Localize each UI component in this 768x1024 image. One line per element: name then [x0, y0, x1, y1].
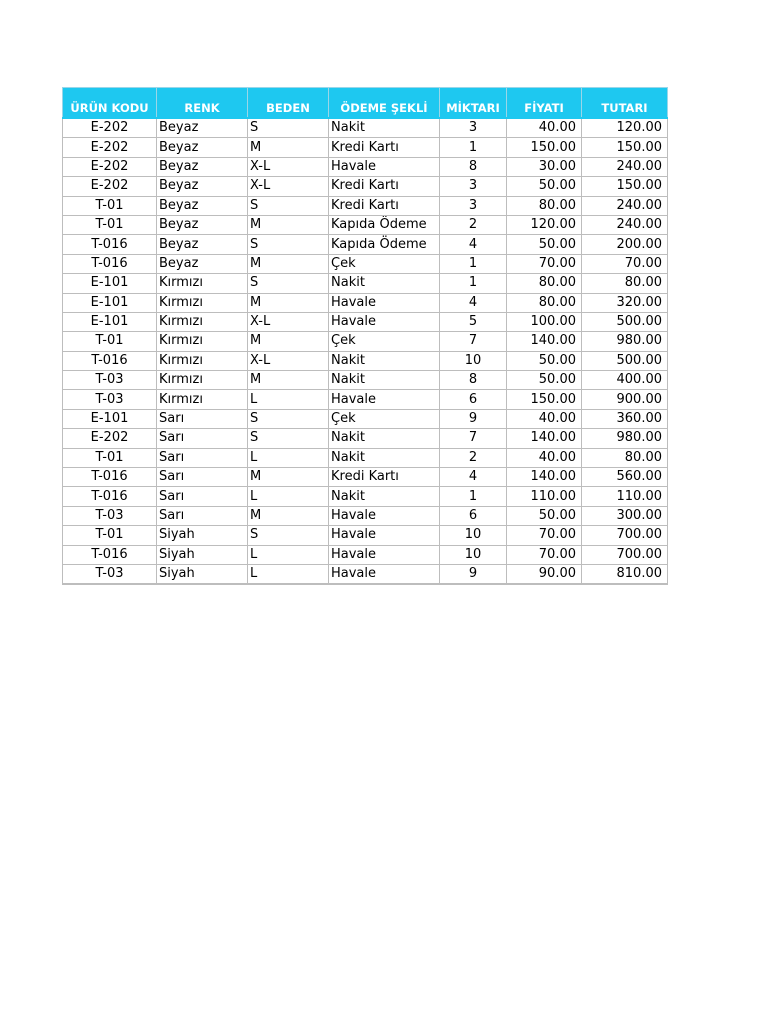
table-row	[63, 429, 668, 448]
cell-urun-kodu[interactable]: T-03	[63, 371, 157, 390]
table-row	[63, 526, 668, 545]
cell-beden[interactable]: S	[248, 274, 329, 293]
table-row	[63, 487, 668, 506]
cell-miktari[interactable]: 6	[440, 390, 507, 409]
cell-renk[interactable]: Sarı	[157, 487, 248, 506]
cell-beden[interactable]: M	[248, 468, 329, 487]
table-row	[63, 177, 668, 196]
cell-miktari[interactable]: 3	[440, 177, 507, 196]
cell-tutari[interactable]: 80.00	[582, 448, 668, 467]
table-row	[63, 332, 668, 351]
cell-tutari[interactable]: 810.00	[582, 564, 668, 584]
cell-beden[interactable]: S	[248, 409, 329, 428]
header-renk: RENK	[157, 88, 248, 119]
table-row	[63, 118, 668, 138]
cell-renk[interactable]: Sarı	[157, 448, 248, 467]
cell-beden[interactable]: L	[248, 545, 329, 564]
cell-urun-kodu[interactable]: T-03	[63, 564, 157, 584]
cell-odeme-sekli[interactable]: Kredi Kartı	[329, 196, 440, 215]
cell-odeme-sekli[interactable]: Havale	[329, 506, 440, 525]
cell-tutari[interactable]: 300.00	[582, 506, 668, 525]
cell-fiyati[interactable]: 70.00	[507, 254, 582, 273]
cell-tutari[interactable]: 80.00	[582, 274, 668, 293]
cell-fiyati[interactable]: 100.00	[507, 312, 582, 331]
cell-fiyati[interactable]: 50.00	[507, 371, 582, 390]
cell-renk[interactable]: Kırmızı	[157, 274, 248, 293]
table-row	[63, 235, 668, 254]
cell-miktari[interactable]: 8	[440, 157, 507, 176]
cell-tutari[interactable]: 240.00	[582, 215, 668, 234]
table-body	[63, 118, 668, 584]
cell-fiyati[interactable]: 80.00	[507, 293, 582, 312]
cell-renk[interactable]: Kırmızı	[157, 332, 248, 351]
cell-tutari[interactable]: 360.00	[582, 409, 668, 428]
cell-fiyati[interactable]: 50.00	[507, 235, 582, 254]
header-row	[63, 88, 668, 119]
cell-renk[interactable]: Beyaz	[157, 138, 248, 157]
cell-miktari[interactable]: 1	[440, 274, 507, 293]
header-fiyati: FİYATI	[507, 88, 582, 119]
cell-beden[interactable]: S	[248, 235, 329, 254]
cell-beden[interactable]: X-L	[248, 312, 329, 331]
cell-urun-kodu[interactable]: E-202	[63, 177, 157, 196]
cell-fiyati[interactable]: 120.00	[507, 215, 582, 234]
cell-renk[interactable]: Kırmızı	[157, 312, 248, 331]
cell-renk[interactable]: Kırmızı	[157, 351, 248, 370]
cell-urun-kodu[interactable]: E-202	[63, 138, 157, 157]
cell-urun-kodu[interactable]: E-101	[63, 293, 157, 312]
cell-urun-kodu[interactable]: E-202	[63, 429, 157, 448]
cell-urun-kodu[interactable]: T-01	[63, 448, 157, 467]
cell-renk[interactable]: Beyaz	[157, 215, 248, 234]
table-row	[63, 312, 668, 331]
cell-urun-kodu[interactable]: T-016	[63, 545, 157, 564]
cell-renk[interactable]: Beyaz	[157, 157, 248, 176]
cell-miktari[interactable]: 2	[440, 448, 507, 467]
cell-tutari[interactable]: 150.00	[582, 177, 668, 196]
cell-fiyati[interactable]: 140.00	[507, 468, 582, 487]
cell-urun-kodu[interactable]: T-03	[63, 506, 157, 525]
cell-tutari[interactable]: 240.00	[582, 196, 668, 215]
cell-tutari[interactable]: 980.00	[582, 429, 668, 448]
cell-urun-kodu[interactable]: T-016	[63, 468, 157, 487]
cell-odeme-sekli[interactable]: Çek	[329, 409, 440, 428]
cell-beden[interactable]: M	[248, 371, 329, 390]
cell-renk[interactable]: Sarı	[157, 506, 248, 525]
cell-tutari[interactable]: 500.00	[582, 351, 668, 370]
cell-beden[interactable]: M	[248, 332, 329, 351]
cell-odeme-sekli[interactable]: Çek	[329, 254, 440, 273]
cell-beden[interactable]: L	[248, 390, 329, 409]
header-tutari: TUTARI	[582, 88, 668, 119]
table-row	[63, 254, 668, 273]
cell-tutari[interactable]: 700.00	[582, 545, 668, 564]
cell-odeme-sekli[interactable]: Havale	[329, 390, 440, 409]
cell-renk[interactable]: Sarı	[157, 468, 248, 487]
table-row	[63, 390, 668, 409]
cell-odeme-sekli[interactable]: Havale	[329, 564, 440, 584]
cell-tutari[interactable]: 400.00	[582, 371, 668, 390]
cell-beden[interactable]: L	[248, 564, 329, 584]
cell-miktari[interactable]: 7	[440, 332, 507, 351]
cell-fiyati[interactable]: 40.00	[507, 448, 582, 467]
header-miktari: MİKTARI	[440, 88, 507, 119]
header-odeme-sekli: ÖDEME ŞEKLİ	[329, 88, 440, 119]
cell-odeme-sekli[interactable]: Nakit	[329, 371, 440, 390]
cell-beden[interactable]: X-L	[248, 157, 329, 176]
cell-urun-kodu[interactable]: E-101	[63, 312, 157, 331]
cell-odeme-sekli[interactable]: Nakit	[329, 118, 440, 138]
cell-beden[interactable]: M	[248, 138, 329, 157]
table-row	[63, 274, 668, 293]
cell-beden[interactable]: S	[248, 429, 329, 448]
cell-miktari[interactable]: 1	[440, 254, 507, 273]
cell-renk[interactable]: Siyah	[157, 545, 248, 564]
table-row	[63, 545, 668, 564]
cell-urun-kodu[interactable]: T-01	[63, 196, 157, 215]
cell-tutari[interactable]: 980.00	[582, 332, 668, 351]
cell-tutari[interactable]: 500.00	[582, 312, 668, 331]
header-beden: BEDEN	[248, 88, 329, 119]
table-row	[63, 351, 668, 370]
cell-miktari[interactable]: 1	[440, 487, 507, 506]
cell-odeme-sekli[interactable]: Kapıda Ödeme	[329, 215, 440, 234]
cell-miktari[interactable]: 4	[440, 468, 507, 487]
cell-urun-kodu[interactable]: T-016	[63, 254, 157, 273]
cell-miktari[interactable]: 10	[440, 351, 507, 370]
cell-miktari[interactable]: 6	[440, 506, 507, 525]
cell-miktari[interactable]: 10	[440, 545, 507, 564]
table-row	[63, 448, 668, 467]
cell-beden[interactable]: X-L	[248, 351, 329, 370]
cell-urun-kodu[interactable]: E-202	[63, 157, 157, 176]
table-row	[63, 409, 668, 428]
cell-beden[interactable]: M	[248, 215, 329, 234]
cell-odeme-sekli[interactable]: Nakit	[329, 351, 440, 370]
cell-beden[interactable]: X-L	[248, 177, 329, 196]
cell-fiyati[interactable]: 110.00	[507, 487, 582, 506]
cell-odeme-sekli[interactable]: Havale	[329, 312, 440, 331]
cell-odeme-sekli[interactable]: Havale	[329, 293, 440, 312]
cell-beden[interactable]: M	[248, 293, 329, 312]
cell-fiyati[interactable]: 150.00	[507, 390, 582, 409]
cell-tutari[interactable]: 900.00	[582, 390, 668, 409]
cell-fiyati[interactable]: 90.00	[507, 564, 582, 584]
cell-fiyati[interactable]: 140.00	[507, 332, 582, 351]
cell-renk[interactable]: Beyaz	[157, 177, 248, 196]
cell-tutari[interactable]: 200.00	[582, 235, 668, 254]
cell-beden[interactable]: M	[248, 506, 329, 525]
cell-fiyati[interactable]: 70.00	[507, 545, 582, 564]
cell-miktari[interactable]: 9	[440, 409, 507, 428]
cell-urun-kodu[interactable]: E-101	[63, 409, 157, 428]
cell-tutari[interactable]: 70.00	[582, 254, 668, 273]
table-row	[63, 196, 668, 215]
cell-renk[interactable]: Sarı	[157, 429, 248, 448]
cell-odeme-sekli[interactable]: Havale	[329, 157, 440, 176]
cell-odeme-sekli[interactable]: Kapıda Ödeme	[329, 235, 440, 254]
table-row	[63, 293, 668, 312]
cell-miktari[interactable]: 1	[440, 138, 507, 157]
cell-beden[interactable]: S	[248, 526, 329, 545]
cell-miktari[interactable]: 7	[440, 429, 507, 448]
cell-beden[interactable]: L	[248, 487, 329, 506]
cell-miktari[interactable]: 2	[440, 215, 507, 234]
cell-fiyati[interactable]: 140.00	[507, 429, 582, 448]
cell-miktari[interactable]: 4	[440, 235, 507, 254]
cell-odeme-sekli[interactable]: Kredi Kartı	[329, 177, 440, 196]
sales-table	[62, 87, 668, 585]
cell-urun-kodu[interactable]: T-016	[63, 235, 157, 254]
cell-renk[interactable]: Beyaz	[157, 254, 248, 273]
cell-urun-kodu[interactable]: T-01	[63, 332, 157, 351]
cell-odeme-sekli[interactable]: Havale	[329, 545, 440, 564]
cell-renk[interactable]: Kırmızı	[157, 390, 248, 409]
cell-tutari[interactable]: 240.00	[582, 157, 668, 176]
cell-urun-kodu[interactable]: T-03	[63, 390, 157, 409]
cell-fiyati[interactable]: 70.00	[507, 526, 582, 545]
cell-urun-kodu[interactable]: T-016	[63, 351, 157, 370]
cell-tutari[interactable]: 560.00	[582, 468, 668, 487]
table-row	[63, 468, 668, 487]
cell-renk[interactable]: Siyah	[157, 526, 248, 545]
cell-tutari[interactable]: 120.00	[582, 118, 668, 138]
cell-renk[interactable]: Siyah	[157, 564, 248, 584]
cell-tutari[interactable]: 700.00	[582, 526, 668, 545]
cell-fiyati[interactable]: 50.00	[507, 177, 582, 196]
cell-renk[interactable]: Kırmızı	[157, 371, 248, 390]
cell-fiyati[interactable]: 40.00	[507, 118, 582, 138]
cell-renk[interactable]: Sarı	[157, 409, 248, 428]
cell-tutari[interactable]: 320.00	[582, 293, 668, 312]
cell-beden[interactable]: S	[248, 196, 329, 215]
cell-miktari[interactable]: 4	[440, 293, 507, 312]
cell-urun-kodu[interactable]: T-01	[63, 215, 157, 234]
cell-fiyati[interactable]: 80.00	[507, 196, 582, 215]
cell-odeme-sekli[interactable]: Nakit	[329, 429, 440, 448]
cell-odeme-sekli[interactable]: Nakit	[329, 487, 440, 506]
cell-odeme-sekli[interactable]: Kredi Kartı	[329, 468, 440, 487]
cell-renk[interactable]: Beyaz	[157, 235, 248, 254]
cell-fiyati[interactable]: 40.00	[507, 409, 582, 428]
table-row	[63, 138, 668, 157]
cell-fiyati[interactable]: 50.00	[507, 351, 582, 370]
cell-urun-kodu[interactable]: E-101	[63, 274, 157, 293]
cell-miktari[interactable]: 5	[440, 312, 507, 331]
cell-fiyati[interactable]: 30.00	[507, 157, 582, 176]
cell-urun-kodu[interactable]: T-01	[63, 526, 157, 545]
cell-odeme-sekli[interactable]: Nakit	[329, 448, 440, 467]
cell-beden[interactable]: S	[248, 118, 329, 138]
cell-miktari[interactable]: 3	[440, 118, 507, 138]
cell-urun-kodu[interactable]: E-202	[63, 118, 157, 138]
table-row	[63, 371, 668, 390]
header-urun-kodu: ÜRÜN KODU	[63, 88, 157, 119]
cell-odeme-sekli[interactable]: Havale	[329, 526, 440, 545]
cell-fiyati[interactable]: 150.00	[507, 138, 582, 157]
table-row	[63, 506, 668, 525]
cell-renk[interactable]: Kırmızı	[157, 293, 248, 312]
cell-miktari[interactable]: 8	[440, 371, 507, 390]
cell-miktari[interactable]: 9	[440, 564, 507, 584]
table-row	[63, 157, 668, 176]
cell-tutari[interactable]: 150.00	[582, 138, 668, 157]
cell-tutari[interactable]: 110.00	[582, 487, 668, 506]
cell-renk[interactable]: Beyaz	[157, 196, 248, 215]
cell-beden[interactable]: M	[248, 254, 329, 273]
cell-fiyati[interactable]: 80.00	[507, 274, 582, 293]
cell-miktari[interactable]: 10	[440, 526, 507, 545]
cell-miktari[interactable]: 3	[440, 196, 507, 215]
cell-renk[interactable]: Beyaz	[157, 118, 248, 138]
cell-beden[interactable]: L	[248, 448, 329, 467]
cell-urun-kodu[interactable]: T-016	[63, 487, 157, 506]
cell-fiyati[interactable]: 50.00	[507, 506, 582, 525]
cell-odeme-sekli[interactable]: Kredi Kartı	[329, 138, 440, 157]
table-row	[63, 215, 668, 234]
cell-odeme-sekli[interactable]: Çek	[329, 332, 440, 351]
table-row	[63, 564, 668, 584]
cell-odeme-sekli[interactable]: Nakit	[329, 274, 440, 293]
